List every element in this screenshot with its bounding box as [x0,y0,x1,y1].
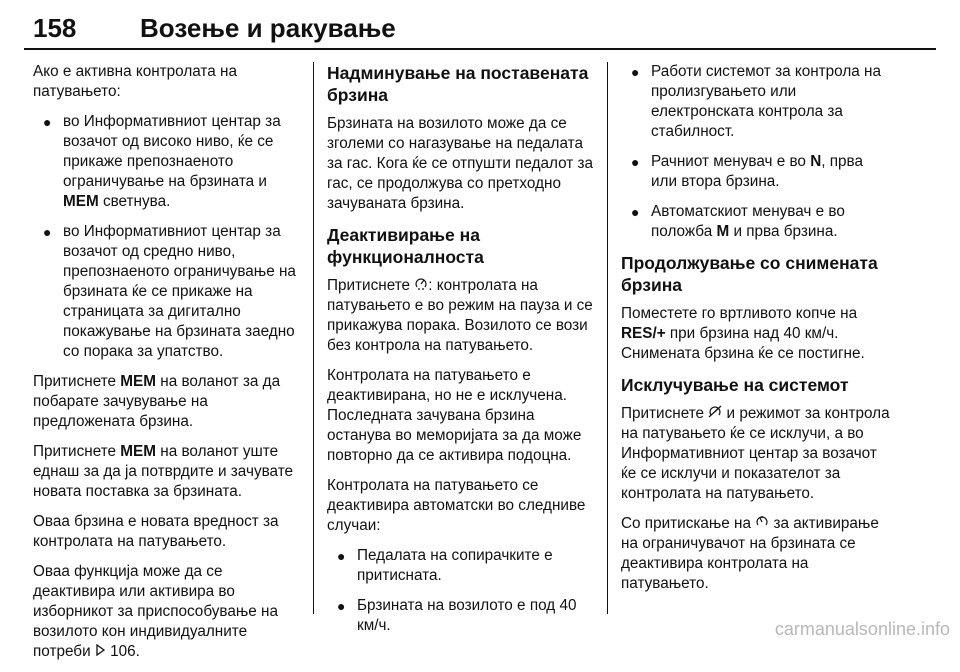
paragraph: Притиснете MEM на воланот за да побарате зачувување на предложената брзина. [33,373,281,430]
page-number: 158 [33,13,77,43]
paragraph: Контролата на патувањето се деактивира автоматски во следниве случаи: [327,477,586,534]
section-title: Возење и ракување [140,13,396,43]
watermark: carmanualsonline.info [774,619,950,639]
heading: Надминување на поставената брзина [327,63,589,105]
list-item-text: Брзината на возилото е под 40 км/ч. [357,597,577,634]
arrow-right-outline-icon[interactable] [95,642,106,662]
mem-label: MEM [63,193,99,210]
bullet-icon: ● [43,224,52,240]
bullet-icon: ● [631,64,640,80]
bullet-icon: ● [337,598,346,614]
paragraph: Притиснете MEM на воланот уште еднаш за да ја потврдите и зачувате новата поставка за брзината. [33,443,294,500]
list-item: ● Автоматскиот менувач е во положба M и прва брзина. [631,203,845,240]
list-item-text: во Информативниот центар за возачот од средно ниво, препознаеното ограничување на брзината ќе се прикаже на страницата за дигитално покажување на брзината заедно со порака за упатство. [63,223,296,360]
paragraph: Контролата на патувањето е деактивирана, но не е исклучена. Последната зачувана брзина останува во меморијата за да може повторно да се активира подоцна. [327,367,582,464]
column-divider [607,62,608,614]
list-item [621,62,891,142]
paragraph: Брзината на возилото може да се зголеми со нагазување на педалата за гас. Кога ќе се отпушти педалот за гас, се продолжува со претходно зачуваната брзина. [327,115,594,212]
paragraph: Притиснете и режимот за контрола на патувањето ќе се исклучи, а во Информативниот центар за возачот ќе се исклучи и показателот за контролата на патувањето. [621,405,890,502]
intro-paragraph: Ако е активна контролата на патувањето: [33,63,237,100]
bullet-list [621,62,891,242]
bullet-icon: ● [43,114,52,130]
list-item [33,222,301,362]
list-item-text: во Информативниот центар за возачот од високо ниво, ќе се прикаже препознаеното ограничување на брзината и [63,113,281,190]
column-1 [33,62,301,672]
column-3 [621,62,891,604]
gear-label: N [810,153,822,170]
list-item-text: Педалата на сопирачките е притисната. [357,547,553,584]
cruise-off-icon [708,404,722,424]
heading: Продолжување со снимената брзина [621,253,878,295]
heading: Исклучување на системот [621,375,849,395]
gear-label: M [716,223,730,240]
paragraph: Со притискање на за активирање на ограничувачот на брзината се деактивира контролата на патувањето. [621,515,879,592]
list-item: ● Рачниот менувач е во N, прва или втора брзина. [631,153,864,190]
bullet-icon: ● [337,548,346,564]
paragraph: Поместете го вртливото копче на RES/+ при брзина над 40 км/ч. Снимената брзина ќе се постигне. [621,305,865,362]
paragraph: Притиснете : контролата на патувањето е во режим на пауза и се прикажува порака. Возилото се вози без контрола на патувањето. [327,277,593,354]
list-item [33,112,301,212]
page-reference[interactable]: 106. [110,643,140,660]
list-item-text: светнува. [98,193,171,210]
bullet-list [327,546,595,636]
mem-label: MEM [120,373,156,390]
paragraph: Оваа функција може да се деактивира или активира во изборникот за приспособување на возилото кон индивидуалните потреби 106. [33,563,278,660]
page-header [24,8,936,50]
bullet-icon: ● [631,204,640,220]
list-item [327,546,595,586]
bullet-icon: ● [631,154,640,170]
heading: Деактивирање на функционалноста [327,225,484,267]
bullet-list [33,112,301,362]
header-rule [24,48,936,50]
mem-label: MEM [120,443,156,460]
speed-limiter-icon [755,514,769,534]
paragraph: Оваа брзина е новата вредност за контролата на патувањето. [33,513,279,550]
cruise-pause-icon [414,276,428,296]
list-item-text: Работи системот за контрола на пролизгувањето или електронската контрола за стабилност. [651,63,881,140]
list-item [327,596,595,636]
res-label: RES/+ [621,325,666,342]
column-2 [327,62,595,646]
column-divider [313,62,314,614]
